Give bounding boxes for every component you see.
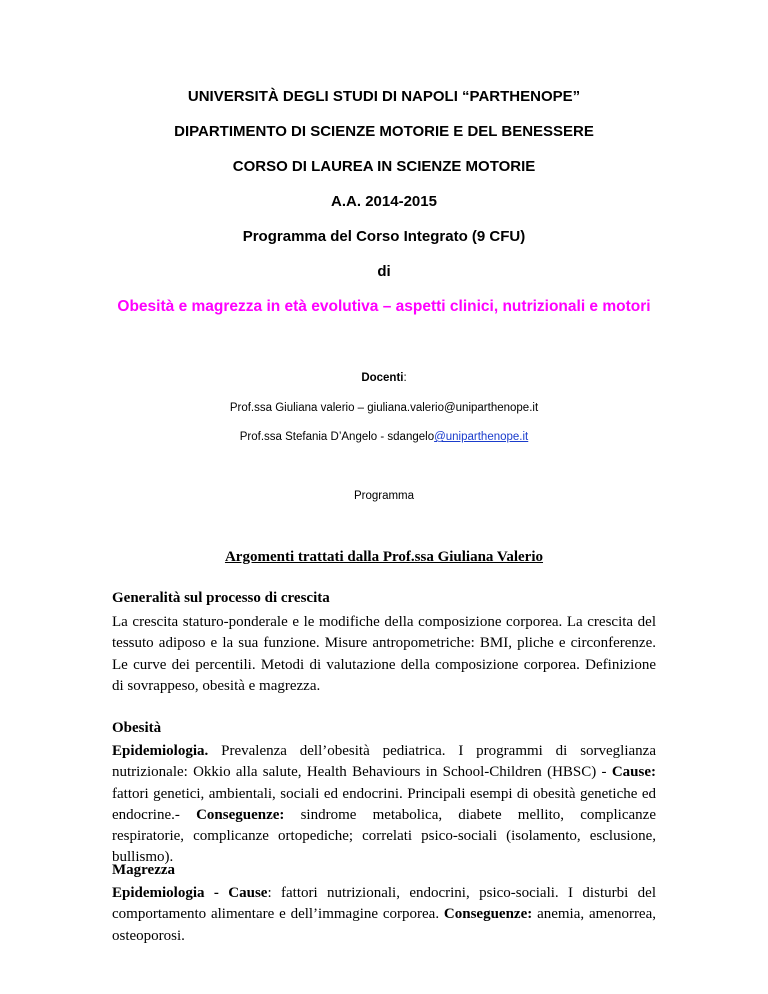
- thinness-epi-text: : fattori nutrizionali, endocrini, psico-sociali. I disturbi del comportamento alimentare e dell’immagine corporea.: [112, 885, 656, 923]
- course-title: Obesità e magrezza in età evolutiva – aspetti clinici, nutrizionali e motori: [117, 298, 651, 315]
- section-growth-title: Generalità sul processo di crescita: [112, 590, 330, 606]
- teachers-label-text: Docenti: [361, 372, 404, 384]
- obesity-cons-label: Conseguenze:: [196, 806, 285, 823]
- teachers-label-colon: :: [403, 372, 407, 384]
- di-label: di: [377, 263, 391, 280]
- topics-heading-wrap: [0, 548, 768, 566]
- teachers-label: [0, 372, 768, 384]
- program-title: Programma del Corso Integrato (9 CFU): [242, 228, 526, 245]
- obesity-epi-text: Prevalenza dell’obesità pediatrica. I programmi di sorveglianza nutrizionale: Okkio alla salute, Health Behaviours in School-Children (HBSC) -: [112, 743, 656, 781]
- obesity-causes-text: fattori genetici, ambientali, sociali ed endocrini. Principali esempi di obesità genetiche ed endocrine.-: [112, 785, 656, 823]
- thinness-cons-label: Conseguenze:: [443, 906, 533, 923]
- teacher-2: [0, 431, 768, 443]
- teacher-2-email-link[interactable]: @uniparthenope.it: [434, 431, 529, 443]
- department-name: DIPARTIMENTO DI SCIENZE MOTORIE E DEL BENESSERE: [174, 123, 594, 140]
- thinness-epi-label: Epidemiologia - Cause: [112, 885, 268, 901]
- obesity-epi-label: Epidemiologia.: [112, 743, 209, 759]
- section-obesity-text: [112, 741, 656, 869]
- programma-label: Programma: [353, 490, 415, 502]
- obesity-causes-label: Cause:: [611, 764, 656, 781]
- teacher-2-name: Prof.ssa Stefania D’Angelo - sdangelo: [239, 431, 435, 443]
- university-name: UNIVERSITÀ DEGLI STUDI DI NAPOLI “PARTHENOPE”: [187, 88, 581, 105]
- thinness-cons-text: anemia, amenorrea, osteoporosi.: [112, 906, 656, 944]
- topics-heading: Argomenti trattati dalla Prof.ssa Giuliana Valerio: [224, 549, 544, 565]
- obesity-cons-text: sindrome metabolica, diabete mellito, complicanze respiratorie, complicanze ortopediche; correlati psico-sociali (isolamento, esclusione, bullismo).: [112, 806, 656, 866]
- degree-name: CORSO DI LAUREA IN SCIENZE MOTORIE: [232, 158, 536, 175]
- section-growth-text: La crescita staturo-ponderale e le modifiche della composizione corporea. La crescita del tessuto adiposo e la sua funzione. Misure antropometriche: BMI, pliche e circonferenze. Le curve dei percentili. Metodi di valutazione della composizione corporea. Definizione di sovrappeso, obesità e magrezza.: [112, 614, 656, 694]
- academic-year: A.A. 2014-2015: [331, 193, 437, 210]
- teacher-1: Prof.ssa Giuliana valerio – giuliana.valerio@uniparthenope.it: [229, 402, 539, 414]
- section-obesity-title: Obesità: [112, 720, 162, 736]
- section-thinness-title: Magrezza: [112, 862, 176, 878]
- section-thinness-text: [112, 883, 656, 947]
